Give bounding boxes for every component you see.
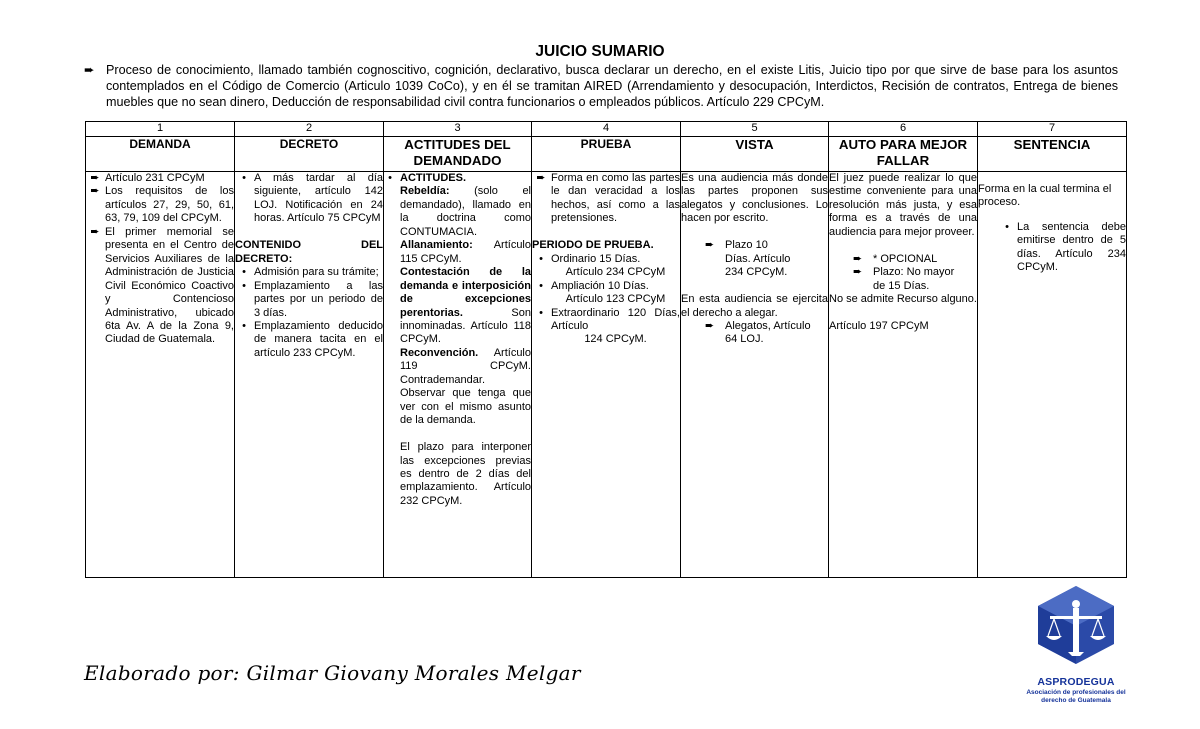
vista-middle: En esta audiencia se ejercita el derecho a alegar.: [681, 293, 828, 319]
auto-opcional: ➨ * OPCIONAL: [853, 252, 938, 265]
dot-icon: •: [242, 279, 246, 292]
list-item: • La sentencia debe emitirse dentro de 5 días. Artículo 234 CPCyM.: [998, 221, 1126, 275]
column-number-row: [86, 122, 1127, 137]
list-item: • Emplazamiento deducido de manera tacita en el artículo 233 CPCyM.: [235, 320, 383, 360]
dot-icon: •: [539, 279, 543, 292]
cell-prueba: [532, 172, 681, 578]
header-decreto: DECRETO: [235, 137, 384, 172]
list-item: • A más tardar al día siguiente, artículo 142 LOJ. Notificación en 24 horas. Artículo 75 CPCyM: [235, 172, 383, 226]
dot-icon: •: [242, 319, 246, 332]
content-row: [86, 172, 1127, 578]
dot-icon: •: [1005, 220, 1009, 233]
right-pointing-arrow-icon: ➨: [853, 266, 863, 279]
column-number: 1: [86, 122, 235, 137]
column-number: 5: [681, 122, 829, 137]
list-item: ➨ Forma en como las partes le dan veracidad a los hechos, así como a las pretensiones.: [532, 172, 680, 226]
vista-intro: Es una audiencia más donde las partes proponen sus alegatos y conclusiones. Lo hacen por escrito.: [681, 172, 828, 225]
list-item: ➨ El primer memorial se presenta en el Centro de Servicios Auxiliares de la Administración de Justicia Civil Económico Coactivo y Contencioso Administrativo, ubicado 6ta Av. A de la Zona 9, Ciudad de Guatemala.: [86, 226, 234, 347]
auto-articulo: Artículo 197 CPCyM: [829, 319, 929, 332]
document-title: JUICIO SUMARIO: [535, 43, 665, 60]
header-row: [86, 137, 1127, 172]
section-title: CONTENIDO DEL DECRETO:: [235, 239, 383, 265]
right-pointing-arrow-icon: ➨: [705, 239, 715, 252]
author-signature: Elaborado por: Gilmar Giovany Morales Melgar: [84, 661, 581, 685]
dot-icon: •: [242, 172, 246, 184]
list-item: • Extraordinario 120 Días, Artículo 124 CPCyM.: [532, 307, 680, 347]
header-actitudes: ACTITUDES DEL DEMANDADO: [384, 137, 532, 172]
right-pointing-arrow-icon: ➨: [90, 225, 100, 238]
plazo-excepciones: El plazo para interponer las excepciones previas es dentro de 2 días del emplazamiento. Artículo 232 CPCyM.: [400, 441, 531, 507]
header-demanda: DEMANDA: [86, 137, 235, 172]
dot-icon: •: [242, 266, 246, 279]
column-number: 2: [235, 122, 384, 137]
dot-icon: •: [539, 252, 543, 265]
cell-sentencia: [978, 172, 1127, 578]
list-item: • Ampliación 10 Días. Artículo 123 CPCyM: [532, 280, 680, 307]
sentencia-intro: Forma en la cual termina el proceso.: [978, 183, 1112, 209]
intro-text: Proceso de conocimiento, llamado también cognoscitivo, cognición, declarativo, busca declarar un derecho, en el existe Litis, Juicio tipo por que sirve de base para los asuntos contemplados en el Código de Comercio (Articulo 1039 CoCo), y en él se tramitan AIRED (Arrendamiento y desocupación, Interdictos, Recisión de contratos, Entrega de bienes muebles que no sean dinero, Deducción de responsabilidad civil contra funcionarios o empleados públicos. Artículo 229 CPCyM.: [106, 63, 1118, 109]
auto-plazo: ➨ Plazo: No mayor de 15 Días.: [853, 266, 955, 292]
auto-intro: El juez puede realizar lo que estime conveniente para una resolución más justa, y esa forma es a través de una audiencia para mejor proveer.: [829, 172, 977, 238]
cell-actitudes: [384, 172, 532, 578]
header-auto: AUTO PARA MEJOR FALLAR: [829, 137, 978, 172]
procedure-table: [85, 121, 1127, 578]
right-pointing-arrow-icon: ➨: [90, 172, 100, 184]
intro-paragraph: [84, 62, 1118, 110]
cell-auto: [829, 172, 978, 578]
column-number: 7: [978, 122, 1127, 137]
cell-decreto: [235, 172, 384, 578]
list-item: • Emplazamiento a las partes por un periodo de 3 días.: [235, 280, 383, 320]
right-pointing-arrow-icon: ➨: [90, 185, 100, 198]
auto-recurso: No se admite Recurso alguno.: [829, 293, 977, 306]
right-pointing-arrow-icon: ➨: [536, 172, 546, 184]
vista-alegatos: ➨ Alegatos, Artículo 64 LOJ.: [705, 319, 811, 346]
column-number: 3: [384, 122, 532, 137]
list-item: ➨ Los requisitos de los artículos 27, 29, 50, 61, 63, 79, 109 del CPCyM.: [86, 185, 234, 225]
list-item: ➨ Artículo 231 CPCyM: [86, 172, 234, 185]
rebeldia: Rebeldía: (solo el demandado), llamado en la doctrina como CONTUMACIA.: [400, 185, 531, 238]
dot-icon: •: [539, 306, 543, 319]
contestacion: Contestación de la demanda e interposición de excepciones perentorias. Son innominadas. Artículo 118 CPCyM.: [400, 266, 531, 346]
logo-name: ASPRODEGUA: [1037, 676, 1115, 688]
reconvencion: Reconvención. Artículo 119 CPCyM. Contrademandar. Observar que tenga que ver con el mismo asunto de la demanda.: [400, 346, 531, 427]
section-title: PERIODO DE PRUEBA.: [532, 239, 654, 252]
dot-icon: •: [388, 172, 392, 184]
header-prueba: PRUEBA: [532, 137, 681, 172]
column-number: 6: [829, 122, 978, 137]
right-pointing-arrow-icon: ➨: [705, 319, 715, 332]
list-item: • Ordinario 15 Días. Artículo 234 CPCyM: [532, 253, 680, 280]
list-item: • Admisión para su trámite;: [235, 266, 383, 279]
right-pointing-arrow-icon: ➨: [853, 252, 863, 265]
vista-plazo: ➨ Plazo 10 Días. Artículo 234 CPCyM.: [705, 239, 791, 279]
right-pointing-arrow-icon: ➨: [84, 63, 95, 77]
logo-subtitle: Asociación de profesionales del derecho de Guatemala: [1026, 689, 1126, 704]
cell-demanda: [86, 172, 235, 578]
header-vista: VISTA: [681, 137, 829, 172]
list-item: • ACTITUDES.: [386, 172, 531, 185]
column-number: 4: [532, 122, 681, 137]
allanamiento: Allanamiento: Artículo 115 CPCyM.: [400, 239, 531, 265]
header-sentencia: SENTENCIA: [978, 137, 1127, 172]
cell-vista: [681, 172, 829, 578]
